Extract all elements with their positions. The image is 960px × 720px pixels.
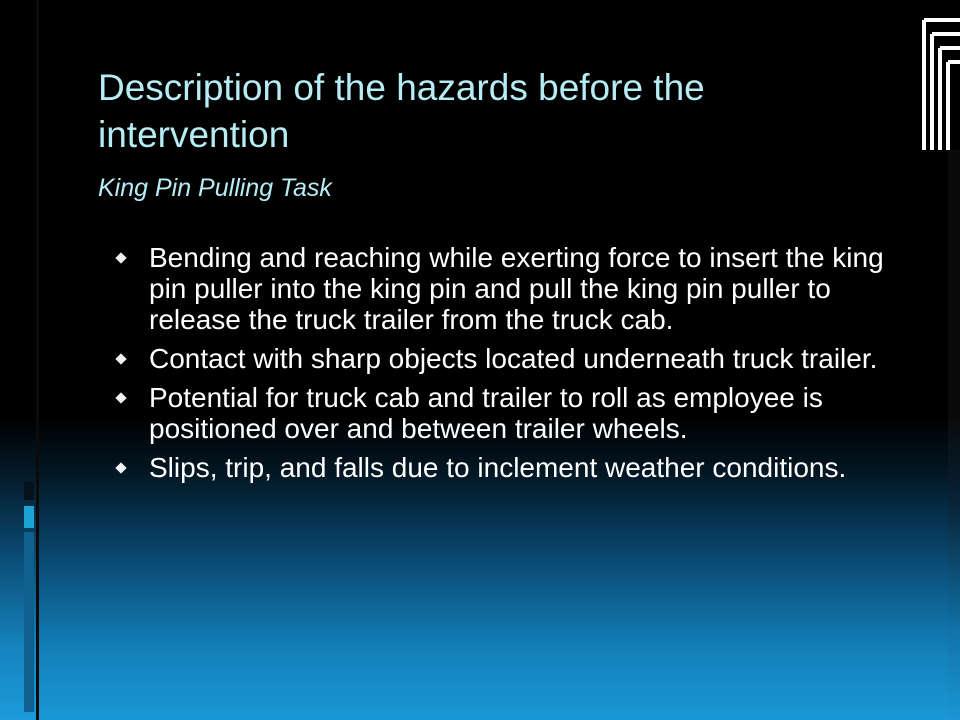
list-item [116,452,896,483]
list-item [116,343,896,374]
bullet-text: Bending and reaching while exerting force to insert the king pin puller into the king pin and pull the king pin puller to release the truck trailer from the truck cab. [149,242,884,335]
bullet-text: Potential for truck cab and trailer to roll as employee is positioned over and between trailer wheels. [149,382,823,444]
bullet-text: Slips, trip, and falls due to inclement weather conditions. [149,452,847,483]
diamond-bullet-icon [115,252,126,263]
strip-mark [24,532,34,712]
strip-mark [24,506,34,528]
strip-mark [24,482,34,500]
bullet-list [116,242,896,491]
diamond-bullet-icon [115,392,126,403]
bullet-text: Contact with sharp objects located underneath truck trailer. [149,343,878,374]
window-stack-icon [920,0,960,150]
left-strip-divider [36,0,39,720]
list-item [116,382,896,444]
slide-title: Description of the hazards before the intervention [98,67,705,155]
list-item [116,242,896,335]
diamond-bullet-icon [115,353,126,364]
diamond-bullet-icon [115,462,126,473]
slide-subtitle: King Pin Pulling Task [98,174,332,202]
